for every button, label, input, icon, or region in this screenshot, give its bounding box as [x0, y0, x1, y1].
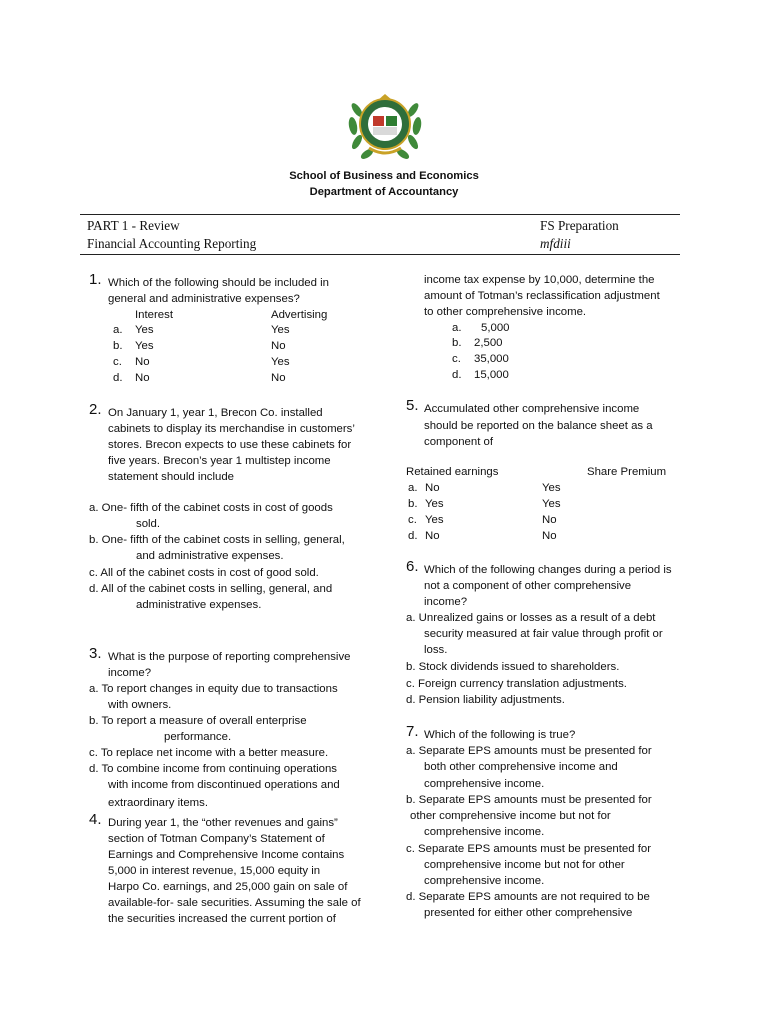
choice-line: b. To report a measure of overall enterprise	[89, 715, 307, 727]
question-stem-line: 5,000 in interest revenue, 15,000 equity in	[108, 865, 321, 877]
question-number: 6.	[406, 558, 419, 575]
question-stem-line: Which of the following is true?	[424, 729, 576, 741]
question-stem-line: five years. Brecon’s year 1 multistep income	[108, 455, 331, 467]
choice-letter: c.	[408, 514, 417, 526]
question-stem-line: What is the purpose of reporting comprehensive	[108, 651, 351, 663]
question-stem-line: income?	[424, 596, 468, 608]
header-bottom-rule	[80, 254, 680, 255]
choice-line: b. One- fifth of the cabinet costs in selling, general,	[89, 534, 345, 546]
choice-line: presented for either other comprehensive	[424, 907, 633, 919]
table-cell: Yes	[542, 482, 561, 494]
choice-line: d. Separate EPS amounts are not required to be	[406, 891, 650, 903]
choice-letter: b.	[408, 498, 418, 510]
school-seal-logo	[345, 86, 425, 166]
choice-line: a. Separate EPS amounts must be presented for	[406, 745, 652, 757]
question-stem-line: the securities increased the current portion of	[108, 913, 336, 925]
table-header: Retained earnings	[406, 466, 499, 478]
choice-letter: a.	[452, 322, 462, 334]
question-number: 1.	[89, 271, 102, 288]
choice-letter: b.	[113, 340, 123, 352]
choice-line: c. All of the cabinet costs in cost of good sold.	[89, 567, 319, 579]
choice-line: d. Pension liability adjustments.	[406, 694, 565, 706]
choice-line: d. To combine income from continuing operations	[89, 763, 337, 775]
question-stem-line: amount of Totman’s reclassification adjustment	[424, 290, 660, 302]
choice-line: comprehensive income.	[424, 875, 545, 887]
choice-line: c. To replace net income with a better measure.	[89, 747, 329, 759]
table-cell: No	[542, 530, 557, 542]
choice-letter: a.	[408, 482, 418, 494]
author-initials: mfdiii	[540, 236, 571, 251]
choice-line: administrative expenses.	[136, 599, 262, 611]
choice-line: a. Unrealized gains or losses as a result of a debt	[406, 612, 656, 624]
table-cell: No	[135, 356, 150, 368]
choice-line: a. One- fifth of the cabinet costs in cost of goods	[89, 502, 333, 514]
question-stem-line: to other comprehensive income.	[424, 306, 587, 318]
table-cell: No	[271, 372, 286, 384]
table-cell: No	[425, 482, 440, 494]
question-number: 5.	[406, 397, 419, 414]
school-name: School of Business and Economics	[289, 170, 479, 182]
question-stem-line: cabinets to display its merchandise in customers’	[108, 423, 355, 435]
table-cell: No	[542, 514, 557, 526]
choice-line: b. Separate EPS amounts must be presented for	[406, 794, 652, 806]
question-stem-line: Which of the following should be included in	[108, 277, 329, 289]
question-number: 3.	[89, 645, 102, 662]
question-stem-line: Which of the following changes during a period is	[424, 564, 672, 576]
table-cell: Yes	[135, 324, 154, 336]
table-cell: No	[135, 372, 150, 384]
table-cell: Yes	[271, 324, 290, 336]
choice-line: both other comprehensive income and	[424, 761, 618, 773]
choice-line: b. Stock dividends issued to shareholders.	[406, 661, 620, 673]
choice-value: 15,000	[474, 369, 509, 381]
choice-line: c. Separate EPS amounts must be presented for	[406, 843, 652, 855]
choice-value: 2,500	[474, 337, 503, 349]
part-title: PART 1 - Review	[87, 218, 180, 233]
table-cell: Yes	[425, 514, 444, 526]
table-header: Interest	[135, 309, 173, 321]
choice-line: with owners.	[108, 699, 172, 711]
choice-line: comprehensive income.	[424, 826, 545, 838]
question-stem-line: On January 1, year 1, Brecon Co. installed	[108, 407, 323, 419]
department-name: Department of Accountancy	[309, 186, 459, 198]
topic-title: FS Preparation	[540, 218, 619, 233]
choice-line: sold.	[136, 518, 161, 530]
choice-letter: d.	[452, 369, 462, 381]
table-cell: Yes	[542, 498, 561, 510]
choice-line: a. To report changes in equity due to transactions	[89, 683, 338, 695]
question-stem-line: During year 1, the “other revenues and gains”	[108, 817, 338, 829]
choice-letter: d.	[113, 372, 123, 384]
choice-line: with income from discontinued operations and	[108, 779, 340, 791]
choice-letter: a.	[113, 324, 123, 336]
choice-value: 5,000	[481, 322, 510, 334]
choice-line: d. All of the cabinet costs in selling, general, and	[89, 583, 333, 595]
choice-letter: d.	[408, 530, 418, 542]
choice-line: and administrative expenses.	[136, 550, 284, 562]
question-stem-line: not a component of other comprehensive	[424, 580, 632, 592]
table-header: Share Premium	[587, 466, 667, 478]
choice-value: 35,000	[474, 353, 509, 365]
choice-line: security measured at fair value through profit or	[424, 628, 663, 640]
question-stem-line: available-for- sale securities. Assuming the sale of	[108, 897, 361, 909]
question-stem-line: stores. Brecon expects to use these cabinets for	[108, 439, 352, 451]
question-number: 4.	[89, 811, 102, 828]
choice-letter: c.	[452, 353, 461, 365]
question-stem-line: general and administrative expenses?	[108, 293, 300, 305]
table-cell: Yes	[135, 340, 154, 352]
table-cell: No	[425, 530, 440, 542]
question-stem-line: Harpo Co. earnings, and 25,000 gain on sale of	[108, 881, 348, 893]
table-header: Advertising	[271, 309, 328, 321]
choice-line: comprehensive income but not for other	[424, 859, 625, 871]
question-stem-line: income?	[108, 667, 152, 679]
choice-line: loss.	[424, 644, 448, 656]
choice-line: performance.	[164, 731, 232, 743]
question-number: 2.	[89, 401, 102, 418]
table-cell: Yes	[425, 498, 444, 510]
course-title: Financial Accounting Reporting	[87, 236, 257, 251]
choice-line: comprehensive income.	[424, 778, 545, 790]
choice-letter: b.	[452, 337, 462, 349]
question-stem-line: should be reported on the balance sheet as a	[424, 420, 653, 432]
question-number: 7.	[406, 723, 419, 740]
question-stem-line: component of	[424, 436, 494, 448]
table-cell: No	[271, 340, 286, 352]
header-top-rule	[80, 214, 680, 215]
question-stem-line: Accumulated other comprehensive income	[424, 403, 640, 415]
choice-line: extraordinary items.	[108, 797, 209, 809]
question-stem-line: section of Totman Company’s Statement of	[108, 833, 325, 845]
question-stem-line: income tax expense by 10,000, determine the	[424, 274, 655, 286]
choice-line: c. Foreign currency translation adjustments.	[406, 678, 627, 690]
table-cell: Yes	[271, 356, 290, 368]
choice-letter: c.	[113, 356, 122, 368]
question-stem-line: Earnings and Comprehensive Income contains	[108, 849, 345, 861]
choice-line: other comprehensive income but not for	[410, 810, 611, 822]
question-stem-line: statement should include	[108, 471, 235, 483]
